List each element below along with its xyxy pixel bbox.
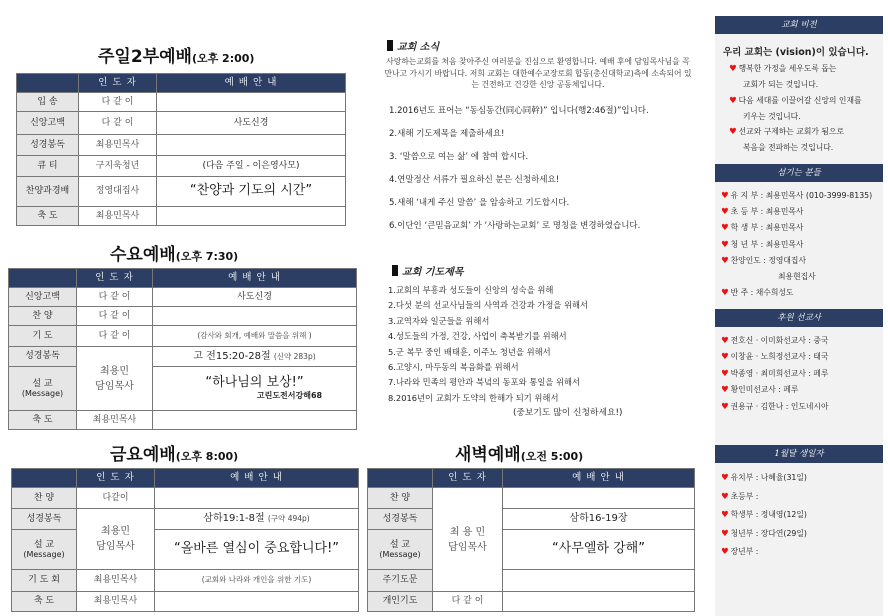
wednesday-reading bbox=[153, 347, 357, 367]
birthday-text: 장년부 : bbox=[730, 547, 759, 557]
section-bar-icon bbox=[392, 265, 398, 276]
vision-item-line1: 행복한 가정을 세우도록 돕는 bbox=[738, 64, 837, 73]
dawn-row-info bbox=[503, 570, 695, 592]
staff-text: 청 년 부 : 최용민목사 bbox=[730, 239, 804, 249]
birthday-item bbox=[721, 543, 881, 562]
dawn-header-blank bbox=[368, 469, 433, 488]
heart-icon: ♥ bbox=[721, 401, 729, 412]
friday-header-info: 예 배 안 내 bbox=[155, 469, 359, 488]
friday-row-leader: 최용민목사 bbox=[77, 592, 155, 612]
wednesday-row-label: 축 도 bbox=[9, 411, 77, 430]
heart-icon: ♥ bbox=[721, 207, 729, 218]
sunday-row-leader: 다 같 이 bbox=[79, 112, 157, 135]
sunday-row-label: 성경봉독 bbox=[17, 135, 79, 156]
staff-item bbox=[721, 285, 881, 301]
missionary-text: 황인미선교사 : 페루 bbox=[730, 385, 799, 395]
prayer-heading-text: 교회 기도제목 bbox=[402, 267, 464, 278]
heart-icon: ♥ bbox=[721, 190, 729, 201]
friday-time: (오후 8:00) bbox=[175, 450, 239, 463]
sunday-row-info bbox=[157, 207, 346, 226]
missionary-text: 권용규 · 김한나 : 인도네시아 bbox=[730, 401, 829, 411]
dawn-table bbox=[367, 468, 695, 612]
birthday-item bbox=[721, 506, 881, 525]
friday-title bbox=[110, 440, 238, 465]
wednesday-row-leader: 다 같 이 bbox=[77, 288, 153, 307]
sunday-title-text: 주일2부예배 bbox=[98, 47, 192, 67]
sunday-row-info bbox=[157, 135, 346, 156]
friday-sermon-title: “올바른 열심이 중요합니다!” bbox=[155, 530, 359, 570]
vision-item-line1: 다음 세대를 이끌어갈 신앙의 인재를 bbox=[738, 95, 862, 105]
heart-icon: ♥ bbox=[721, 352, 729, 363]
vision-item-line2: 키우는 것입니다. bbox=[743, 111, 801, 121]
prayer-item: 2.다섯 분의 선교사님들의 사역과 건강과 가정을 위해서 bbox=[388, 300, 589, 311]
section-bar-icon bbox=[387, 40, 393, 51]
wednesday-title-text: 수요예배 bbox=[110, 245, 176, 265]
wednesday-title bbox=[110, 240, 238, 265]
sidebar bbox=[715, 16, 883, 616]
prayer-item: 8.2016년이 교회가 도약의 한해가 되기 위해서 bbox=[388, 392, 559, 403]
friday-header-blank bbox=[12, 469, 77, 488]
wednesday-header-info: 예 배 안 내 bbox=[153, 269, 357, 288]
friday-reading bbox=[155, 509, 359, 530]
vision-title: 우리 교회는 (vision)이 있습니다. bbox=[723, 47, 869, 58]
staff-heading: 섬기는 분들 bbox=[715, 164, 883, 182]
news-intro: 사랑하는교회를 처음 찾아주신 여러분을 진심으로 환영합니다. 예배 후에 담임목사님을 꼭 만나고 가시기 바랍니다. 저희 교회는 대한예수교장로회 합동(총신대학교)측에 소속되어 있는 건전하고 건강한 신앙 공동체입니다. bbox=[384, 57, 692, 90]
wednesday-preacher-role: 담임목사 bbox=[95, 380, 134, 392]
dawn-sermon-title: “사무엘하 강해” bbox=[503, 530, 695, 570]
wednesday-row-info: 사도신경 bbox=[153, 288, 357, 307]
news-item: 6.이단인 ‘큰믿음교회’ 가 ‘사랑하는교회’ 로 명칭을 변경하였습니다. bbox=[389, 221, 641, 231]
sunday-header-leader: 인 도 자 bbox=[79, 74, 157, 93]
vision-heading: 교회 비전 bbox=[715, 16, 883, 34]
staff-text: 유 지 부 : 최용민목사 (010-3999-8135) bbox=[730, 190, 873, 200]
missionary-item bbox=[721, 349, 881, 366]
vision-item bbox=[723, 61, 879, 77]
dawn-message-label-sub: (Message) bbox=[379, 550, 421, 560]
birthday-section bbox=[715, 463, 883, 562]
friday-row-label: 찬 양 bbox=[12, 488, 77, 509]
wednesday-row-leader: 최용민목사 bbox=[77, 411, 153, 430]
wednesday-row-leader: 다 같 이 bbox=[77, 307, 153, 326]
missionary-text: 박종영 · 최미희선교사 : 페루 bbox=[730, 368, 829, 378]
wednesday-sermon-title: “하나님의 보상!” bbox=[205, 375, 304, 391]
friday-header-leader: 인 도 자 bbox=[77, 469, 155, 488]
sunday-row-label: 축 도 bbox=[17, 207, 79, 226]
heart-icon: ♥ bbox=[721, 335, 729, 346]
prayer-item: 5.군 복무 중인 배태훈, 이주노 청년을 위해서 bbox=[388, 346, 551, 357]
dawn-message-label-main: 설 교 bbox=[389, 539, 411, 550]
prayer-list bbox=[388, 283, 693, 422]
heart-icon: ♥ bbox=[721, 223, 729, 234]
friday-preacher-role: 담임목사 bbox=[96, 541, 135, 552]
dawn-header-leader: 인 도 자 bbox=[433, 469, 503, 488]
heart-icon: ♥ bbox=[721, 255, 729, 266]
sunday-row-leader: 다 같 이 bbox=[79, 93, 157, 112]
wednesday-reading-ref: 고 전15:20-28절 bbox=[193, 350, 271, 362]
news-item: 1.2016년도 표어는 “동심동간(同心同幹)” 입니다(행2:46절)”입니다. bbox=[389, 106, 649, 116]
wednesday-message-label-sub: (Message) bbox=[21, 389, 64, 399]
heart-icon: ♥ bbox=[729, 127, 737, 138]
wednesday-sermon-series: 고린도전서강해68 bbox=[256, 391, 323, 401]
friday-message-label-main: 설 교 bbox=[33, 539, 55, 550]
vision-item-line2: 교회가 되는 것입니다. bbox=[743, 80, 819, 90]
dawn-row-info bbox=[503, 488, 695, 509]
birthday-text: 학생부 : 정내영(12일) bbox=[730, 510, 807, 520]
missionary-text: 전호신 · 이미화선교사 : 중국 bbox=[730, 335, 829, 345]
dawn-preacher bbox=[433, 488, 503, 592]
friday-title-text: 금요예배 bbox=[110, 445, 176, 465]
news-heading-text: 교회 소식 bbox=[397, 42, 440, 53]
staff-text-cont: 최용현집사 bbox=[778, 272, 816, 282]
staff-text: 반 주 : 채수희성도 bbox=[730, 287, 794, 297]
missionary-item bbox=[721, 366, 881, 383]
sunday-row-leader: 최용민목사 bbox=[79, 135, 157, 156]
sunday-row-leader: 최용민목사 bbox=[79, 207, 157, 226]
sunday-row-label: 찬양과경배 bbox=[17, 177, 79, 207]
heart-icon: ♥ bbox=[721, 239, 729, 250]
dawn-message-label bbox=[368, 530, 433, 570]
friday-table bbox=[11, 468, 359, 612]
wednesday-row-label: 찬 양 bbox=[9, 307, 77, 326]
news-list bbox=[389, 104, 694, 231]
missionary-item bbox=[721, 399, 881, 416]
heart-icon: ♥ bbox=[721, 510, 729, 521]
staff-item bbox=[721, 204, 881, 220]
dawn-row-label: 성경봉독 bbox=[368, 509, 433, 530]
news-item: 5.새해 ‘내게 주신 말씀’ 을 암송하고 기도합시다. bbox=[389, 198, 570, 208]
prayer-heading bbox=[392, 263, 463, 278]
news-item: 4.연말정산 서류가 필요하신 분은 신청하세요! bbox=[389, 175, 560, 185]
sunday-header-blank bbox=[17, 74, 79, 93]
dawn-preacher-role: 담임목사 bbox=[448, 541, 487, 553]
wednesday-reading-page: (신약 283p) bbox=[273, 351, 316, 361]
wednesday-time: (오후 7:30) bbox=[175, 250, 239, 263]
vision-item bbox=[723, 124, 879, 140]
dawn-preacher-name: 최 용 민 bbox=[449, 526, 486, 538]
friday-row-label: 기 도 회 bbox=[12, 570, 77, 592]
prayer-note: (중보기도 많이 신청하세요!) bbox=[513, 408, 623, 419]
sunday-title bbox=[98, 42, 254, 67]
missionary-item bbox=[721, 333, 881, 350]
wednesday-row-leader: 다 같 이 bbox=[77, 326, 153, 347]
dawn-header-info: 예 배 안 내 bbox=[503, 469, 695, 488]
heart-icon: ♥ bbox=[729, 95, 737, 106]
wednesday-header-blank bbox=[9, 269, 77, 288]
wednesday-row-label: 성경봉독 bbox=[9, 347, 77, 367]
dawn-row-info bbox=[503, 592, 695, 612]
friday-row-info bbox=[155, 488, 359, 509]
birthday-item bbox=[721, 525, 881, 544]
vision-item bbox=[723, 93, 879, 109]
wednesday-row-label: 기 도 bbox=[9, 326, 77, 347]
sunday-row-info: (다음 주일 - 이은영사모) bbox=[157, 156, 346, 177]
heart-icon: ♥ bbox=[721, 547, 729, 558]
birthday-text: 청년부 : 장다연(29일) bbox=[730, 528, 807, 538]
sunday-row-info bbox=[157, 93, 346, 112]
vision-section bbox=[715, 34, 883, 156]
birthday-item bbox=[721, 469, 881, 488]
missionary-item bbox=[721, 382, 881, 399]
sunday-table bbox=[16, 73, 346, 226]
prayer-item: 3.교역자와 일군들을 위해서 bbox=[388, 315, 490, 326]
wednesday-message-label bbox=[9, 367, 77, 411]
sunday-header-info: 예 배 안 내 bbox=[157, 74, 346, 93]
news-item: 3. ‘말씀으로 여는 삶’ 에 참여 합시다. bbox=[389, 152, 529, 162]
sunday-row-leader: 정영대집사 bbox=[79, 177, 157, 207]
wednesday-sermon bbox=[153, 367, 357, 411]
birthday-item bbox=[721, 488, 881, 507]
staff-item bbox=[721, 188, 881, 204]
heart-icon: ♥ bbox=[721, 385, 729, 396]
sunday-row-label: 큐 티 bbox=[17, 156, 79, 177]
staff-text: 초 등 부 : 최용민목사 bbox=[730, 207, 804, 217]
missionary-text: 이창윤 · 노희정선교사 : 태국 bbox=[730, 352, 829, 362]
heart-icon: ♥ bbox=[721, 528, 729, 539]
wednesday-preacher bbox=[77, 347, 153, 411]
staff-item bbox=[721, 237, 881, 253]
friday-reading-ref: 삼하19:1-8절 bbox=[203, 513, 265, 525]
wednesday-row-info: (감사와 회개, 예배와 말씀을 위해 ) bbox=[153, 326, 357, 347]
sunday-row-info: 사도신경 bbox=[157, 112, 346, 135]
friday-message-label-sub: (Message) bbox=[23, 550, 65, 560]
dawn-row-label: 주기도문 bbox=[368, 570, 433, 592]
wednesday-row-info bbox=[153, 411, 357, 430]
sunday-row-label: 신앙고백 bbox=[17, 112, 79, 135]
prayer-item: 7.나라와 민족의 평안과 북녘의 동포와 통일을 위해서 bbox=[388, 377, 581, 388]
sunday-row-info: “찬양과 기도의 시간” bbox=[157, 177, 346, 207]
wednesday-header-leader: 인 도 자 bbox=[77, 269, 153, 288]
heart-icon: ♥ bbox=[729, 64, 737, 74]
wednesday-table bbox=[8, 268, 357, 430]
news-heading bbox=[387, 38, 439, 53]
friday-preacher bbox=[77, 509, 155, 570]
staff-item bbox=[721, 253, 881, 269]
staff-text: 찬양인도 : 정영대집사 bbox=[730, 255, 806, 265]
vision-item-line1: 선교와 구제하는 교회가 됨으로 bbox=[738, 127, 844, 137]
missionary-section bbox=[715, 327, 883, 416]
vision-item-line2: 복음을 전파하는 것입니다. bbox=[743, 143, 834, 153]
sunday-time: (오후 2:00) bbox=[191, 52, 255, 65]
heart-icon: ♥ bbox=[721, 473, 729, 484]
missionary-heading: 후원 선교사 bbox=[715, 309, 883, 327]
heart-icon: ♥ bbox=[721, 491, 729, 502]
staff-text: 학 생 부 : 최용민목사 bbox=[730, 223, 804, 233]
heart-icon: ♥ bbox=[721, 368, 729, 379]
dawn-row-label: 찬 양 bbox=[368, 488, 433, 509]
heart-icon: ♥ bbox=[721, 287, 729, 298]
birthday-text: 초등부 : bbox=[730, 491, 759, 501]
dawn-time: (오전 5:00) bbox=[520, 450, 584, 463]
news-item: 2.새해 기도제목을 제출하세요! bbox=[389, 129, 505, 139]
friday-row-label: 축 도 bbox=[12, 592, 77, 612]
friday-row-info bbox=[155, 592, 359, 612]
birthday-heading: 1월달 생일자 bbox=[715, 445, 883, 463]
dawn-row-label: 개인기도 bbox=[368, 592, 433, 612]
prayer-item: 4.성도들의 가정, 건강, 사업이 축복받기를 위해서 bbox=[388, 331, 567, 342]
wednesday-row-info bbox=[153, 307, 357, 326]
friday-row-info: (교회와 나라와 개인을 위한 기도) bbox=[155, 570, 359, 592]
wednesday-message-label-main: 설 교 bbox=[32, 378, 53, 389]
sunday-row-label: 입 송 bbox=[17, 93, 79, 112]
wednesday-preacher-name: 최용민 bbox=[100, 365, 129, 377]
friday-preacher-name: 최용민 bbox=[101, 526, 130, 537]
staff-item bbox=[721, 220, 881, 236]
friday-message-label bbox=[12, 530, 77, 570]
staff-section bbox=[715, 182, 883, 301]
friday-row-label: 성경봉독 bbox=[12, 509, 77, 530]
wednesday-row-label: 신앙고백 bbox=[9, 288, 77, 307]
sunday-row-leader: 구지욱청년 bbox=[79, 156, 157, 177]
friday-reading-page: (구약 494p) bbox=[267, 514, 310, 524]
dawn-reading-ref: 삼하16-19장 bbox=[503, 509, 695, 530]
prayer-item: 1.교회의 부흥과 성도들이 신앙의 성숙을 위해 bbox=[388, 285, 554, 295]
friday-row-leader: 다같이 bbox=[77, 488, 155, 509]
dawn-title bbox=[455, 440, 583, 465]
prayer-item: 6.고양시, 마두동의 복음화를 위해서 bbox=[388, 362, 519, 373]
dawn-title-text: 새벽예배 bbox=[455, 445, 521, 465]
birthday-text: 유치부 : 나혜율(31일) bbox=[730, 473, 807, 483]
friday-row-leader: 최용민목사 bbox=[77, 570, 155, 592]
dawn-row-leader: 다 같 이 bbox=[433, 592, 503, 612]
